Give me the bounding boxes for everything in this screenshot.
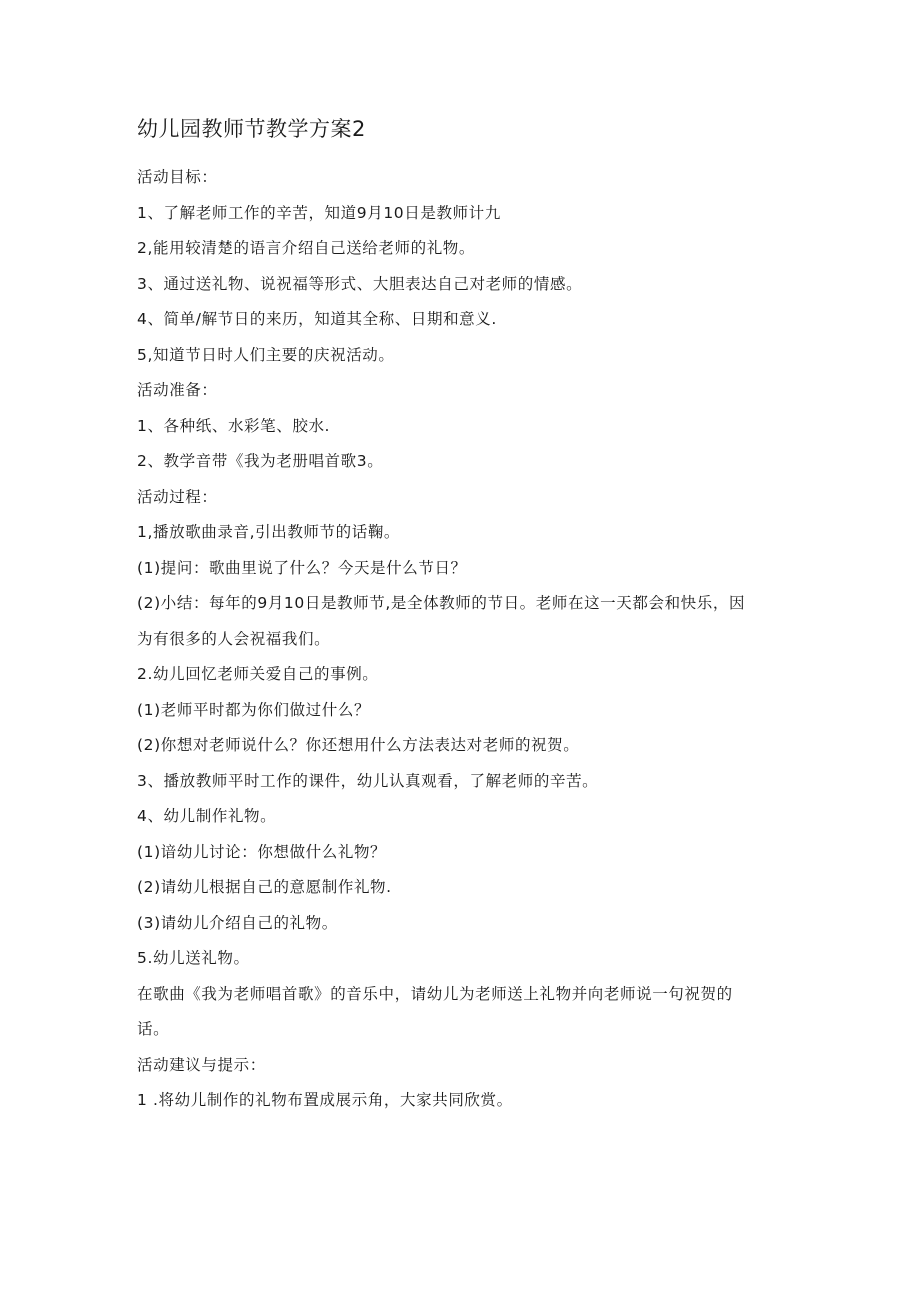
text-line: 活动建议与提示： — [137, 1055, 266, 1074]
document-body — [137, 160, 787, 1119]
text-line: 为有很多的人会祝福我们。 — [137, 629, 331, 648]
text-line: (2)你想对老师说什么？你还想用什么方法表达对老师的祝贺。 — [137, 736, 580, 754]
text-line: 5.幼儿送礼物。 — [137, 949, 250, 967]
text-line: 1、各种纸、水彩笔、胶水. — [137, 416, 331, 435]
text-line: 4、幼儿制作礼物。 — [137, 807, 277, 825]
text-line: 活动目标： — [137, 168, 218, 186]
text-line: 1,播放歌曲录音,引出教师节的话鞠。 — [137, 523, 401, 541]
text-line: 2.幼儿回忆老师关爱自己的事例。 — [137, 665, 379, 683]
text-line: 活动过程： — [137, 487, 218, 506]
text-line: 活动准备： — [137, 381, 218, 399]
document-title: 幼儿园教师节教学方案2 — [137, 117, 366, 141]
text-line: 3、播放教师平时工作的课件，幼儿认真观看，了解老师的辛苦。 — [137, 771, 599, 790]
text-line: (2)请幼儿根据自己的意愿制作礼物. — [137, 878, 392, 896]
text-line: (1)谙幼儿讨论：你想做什么礼物？ — [137, 842, 387, 861]
text-line: (1)提问：歌曲里说了什么？今天是什么节日？ — [137, 558, 467, 577]
text-line: 4、简单/解节日的来历，知道其全称、日期和意义. — [137, 310, 497, 328]
text-line: 5,知道节日时人们主要的庆祝活动。 — [137, 345, 395, 364]
text-line: 1 .将幼儿制作的礼物布置成展示角，大家共同欣赏。 — [137, 1091, 513, 1109]
text-line: 1、了解老师工作的辛苦，知道9月10日是教师计九 — [137, 203, 501, 222]
text-line: 2,能用较清楚的语言介绍自己送给老师的礼物。 — [137, 239, 475, 257]
text-line: 2、教学音带《我为老册唱首歌3。 — [137, 452, 384, 470]
text-line: 话。 — [137, 1020, 170, 1038]
text-line: (1)老师平时都为你们做过什么？ — [137, 700, 371, 719]
text-line: 3、通过送礼物、说祝福等形式、大胆表达自己对老师的情感。 — [137, 274, 583, 293]
text-line: 在歌曲《我为老师唱首歌》的音乐中，请幼儿为老师送上礼物并向老师说一句祝贺的 — [137, 984, 733, 1003]
text-line: (2)小结：每年的9月10日是教师节,是全体教师的节日。老师在这一天都会和快乐，因 — [137, 594, 746, 612]
text-line: (3)请幼儿介绍自己的礼物。 — [137, 913, 338, 932]
